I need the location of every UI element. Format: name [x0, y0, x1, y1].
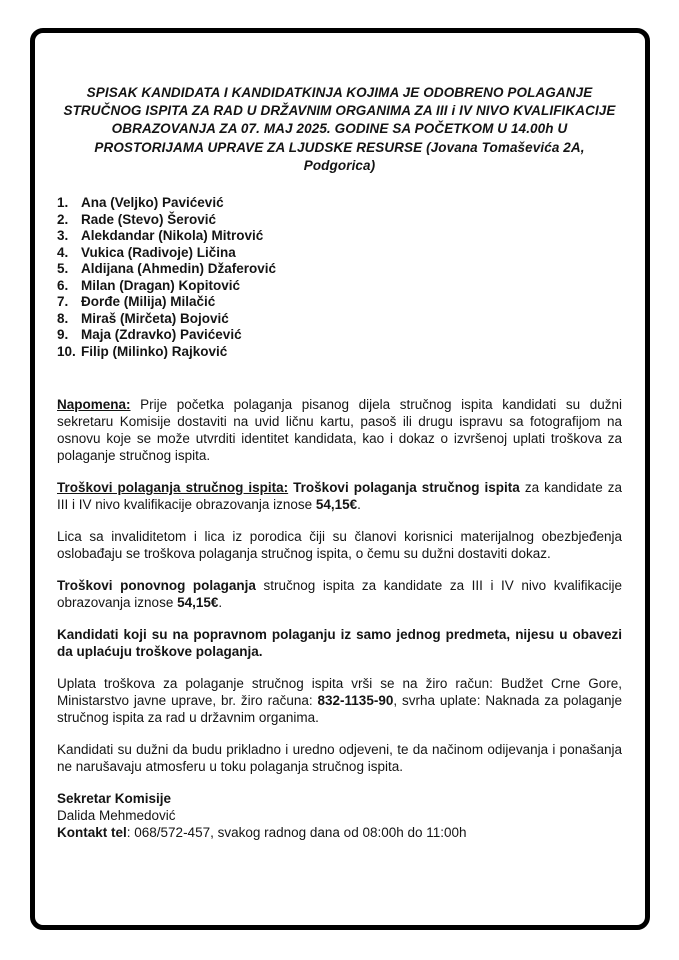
napomena-paragraph: [57, 396, 622, 464]
uplata-body2: , svrha uplate: Naknada za polaganje stručnog ispita za rad u državnim organima.: [57, 693, 622, 726]
candidate-name: Filip (Milinko) Rajković: [81, 343, 228, 359]
candidate-item: [57, 311, 622, 328]
candidate-name: Aldijana (Ahmedin) Džaferović: [81, 261, 277, 277]
candidate-name: Miraš (Mirčeta) Bojović: [81, 310, 229, 326]
ponovno-end: .: [218, 595, 223, 611]
napomena-label: Napomena:: [57, 397, 131, 413]
candidate-number: 3.: [57, 228, 69, 244]
candidate-item: [57, 327, 622, 344]
candidate-item: [57, 278, 622, 295]
napomena-text: Prije početka polaganja pisanog dijela stručnog ispita kandidati su dužni sekretaru Komisije dostaviti na uvid ličnu kartu, pasoš ili drugu ispravu sa fotografijom na osnovu koje se može utvrditi identitet kandidata, kao i dokaz o izvršenoj uplati troškova za polaganje stručnog ispita.: [57, 397, 622, 464]
document-content: [57, 84, 622, 841]
troskovi-amount: 54,15€: [315, 497, 358, 513]
ponovno-amount: 54,15€: [177, 595, 219, 611]
signature-block: [57, 790, 622, 841]
ponovno-lead: Troškovi ponovnog polaganja: [57, 578, 264, 594]
popravni-paragraph: [57, 626, 622, 660]
candidate-number: 8.: [57, 310, 69, 326]
secretary-role: Sekretar Komisije: [57, 791, 172, 807]
troskovi-body: za kandidate za III i IV nivo kvalifikacije obrazovanja iznose: [57, 480, 622, 513]
candidate-item: [57, 212, 622, 229]
contact-text: : 068/572-457, svakog radnog dana od 08:00h do 11:00h: [126, 825, 467, 841]
uplata-paragraph: [57, 675, 622, 726]
odijevanje-text: Kandidati su dužni da budu prikladno i uredno odjeveni, te da načinom odijevanja i ponašanja ne narušavaju atmosferu u toku polaganja stručnog ispita.: [57, 742, 622, 775]
candidate-name: Milan (Dragan) Kopitović: [81, 277, 241, 293]
candidate-item: [57, 195, 622, 212]
candidate-item: [57, 344, 622, 361]
invaliditet-paragraph: [57, 528, 622, 562]
candidate-item: [57, 245, 622, 262]
ponovno-body: stručnog ispita za kandidate za III i IV nivo kvalifikacije obrazovanja iznose: [57, 578, 622, 611]
candidate-name: Rade (Stevo) Šerović: [81, 211, 217, 227]
uplata-account-number: 832-1135-90: [317, 693, 394, 709]
troskovi-paragraph: [57, 479, 622, 513]
candidate-list: [57, 195, 622, 360]
popravni-text: Kandidati koji su na popravnom polaganju iz samo jednog predmeta, nijesu u obavezi da uplaćuju troškove polaganja.: [57, 627, 622, 660]
candidate-name: Maja (Zdravko) Pavićević: [81, 327, 242, 343]
contact-line: [57, 824, 622, 841]
candidate-number: 4.: [57, 244, 69, 260]
candidate-number: 9.: [57, 327, 69, 343]
candidate-item: [57, 294, 622, 311]
troskovi-label: Troškovi polaganja stručnog ispita:: [57, 480, 289, 496]
uplata-body1: Uplata troškova za polaganje stručnog ispita vrši se na žiro račun: Budžet Crne Gore, Ministarstvo javne uprave, br. žiro računa:: [57, 676, 622, 709]
candidate-name: Đorđe (Milija) Milačić: [81, 294, 216, 310]
troskovi-end: .: [357, 497, 361, 513]
candidate-name: Alekdandar (Nikola) Mitrović: [81, 228, 264, 244]
secretary-name: Dalida Mehmedović: [57, 808, 176, 824]
candidate-item: [57, 261, 622, 278]
odijevanje-paragraph: [57, 741, 622, 775]
contact-label: Kontakt tel: [57, 825, 127, 841]
document-title: SPISAK KANDIDATA I KANDIDATKINJA KOJIMA JE ODOBRENO POLAGANJE STRUČNOG ISPITA ZA RAD U DRŽAVNIM ORGANIMA ZA III i IV NIVO KVALIFIKACIJE OBRAZOVANJA ZA 07. MAJ 2025. GODINE SA POČETKOM U 14.00h U PROSTORIJAMA UPRAVE ZA LJUDSKE RESURSE (Jovana Tomaševića 2A, Podgorica): [63, 85, 616, 173]
candidate-number: 1.: [57, 195, 69, 211]
troskovi-lead: Troškovi polaganja stručnog ispita: [288, 480, 525, 496]
candidate-name: Ana (Veljko) Pavićević: [81, 195, 224, 211]
candidate-name: Vukica (Radivoje) Ličina: [81, 244, 236, 260]
candidate-number: 6.: [57, 277, 69, 293]
candidate-number: 2.: [57, 211, 69, 227]
candidate-number: 10.: [57, 343, 76, 359]
candidate-number: 7.: [57, 294, 69, 310]
candidate-item: [57, 228, 622, 245]
ponovno-paragraph: [57, 577, 622, 611]
invaliditet-text: Lica sa invaliditetom i lica iz porodica čiji su članovi korisnici materijalnog obezbjeđenja oslobađaju se troškova polaganja stručnog ispita, o čemu su dužni dostaviti dokaz.: [57, 529, 622, 562]
candidate-number: 5.: [57, 261, 69, 277]
